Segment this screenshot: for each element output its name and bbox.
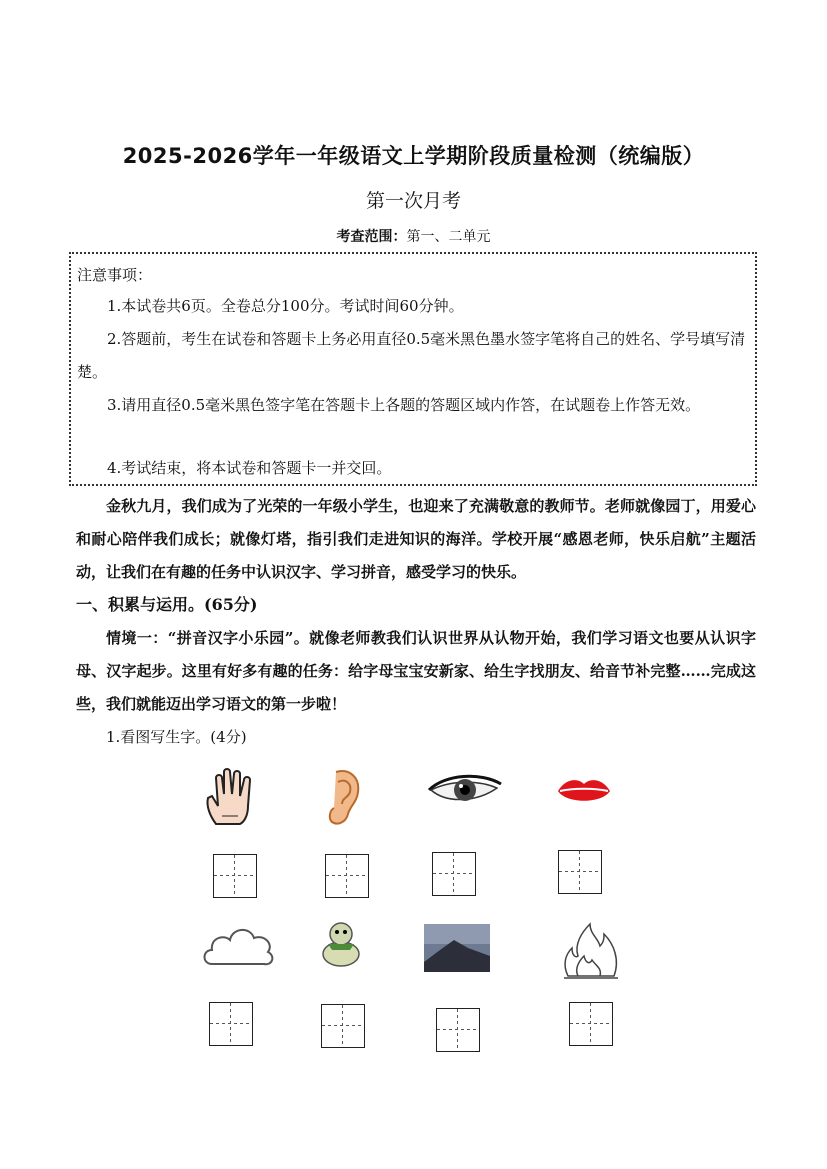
notice-item: 3.请用直径0.5毫米黑色签字笔在答题卡上各题的答题区域内作答，在试题卷上作答无效。: [107, 396, 701, 414]
page-subtitle: 第一次月考: [365, 190, 461, 212]
writing-grid[interactable]: [436, 1008, 480, 1052]
eye-icon: [425, 770, 505, 804]
writing-grid[interactable]: [432, 852, 476, 896]
fire-icon: [560, 920, 622, 980]
scope-label: 考查范围：: [336, 229, 407, 245]
writing-grid[interactable]: [325, 854, 369, 898]
mouth-icon: [556, 776, 612, 806]
mountain-icon: [424, 924, 490, 972]
ear-icon: [326, 768, 360, 826]
notice-item: 4.考试结束，将本试卷和答题卡一并交回。: [107, 459, 392, 477]
cloud-icon: [202, 924, 274, 970]
notice-item: 1.本试卷共6页。全卷总分100分。考试时间60分钟。: [107, 297, 464, 315]
notice-heading: 注意事项：: [77, 266, 153, 284]
writing-grid[interactable]: [569, 1002, 613, 1046]
scenario-paragraph: 情境一：“拼音汉字小乐园”。就像老师教我们认识世界从认物开始，我们学习语文也要从认识字母、汉字起步。这里有好多有趣的任务：给字母宝宝安新家、给生字找朋友、给音节补完整……完成这些，我们就能迈出学习语文的第一步啦！: [76, 629, 756, 713]
section-heading: 一、积累与运用。(65分): [76, 595, 258, 614]
notice-box: [69, 252, 757, 486]
scope-value: 第一、二单元: [406, 229, 491, 245]
exam-scope: [0, 226, 827, 246]
turtle-icon: [320, 920, 362, 970]
writing-grid[interactable]: [321, 1004, 365, 1048]
writing-grid[interactable]: [213, 854, 257, 898]
question-1: 1.看图写生字。(4分): [106, 728, 247, 746]
hand-icon: [202, 766, 260, 826]
notice-item: 2.答题前，考生在试卷和答题卡上务必用直径0.5毫米黑色墨水签字笔将自己的姓名、学号填写清楚。: [77, 330, 746, 381]
page-title: 2025-2026学年一年级语文上学期阶段质量检测（统编版）: [122, 144, 705, 168]
writing-grid[interactable]: [558, 850, 602, 894]
intro-paragraph: 金秋九月，我们成为了光荣的一年级小学生，也迎来了充满敬意的教师节。老师就像园丁，用爱心和耐心陪伴我们成长；就像灯塔，指引我们走进知识的海洋。学校开展“感恩老师，快乐启航”主题活动，让我们在有趣的任务中认识汉字、学习拼音，感受学习的快乐。: [76, 497, 756, 581]
writing-grid[interactable]: [209, 1002, 253, 1046]
